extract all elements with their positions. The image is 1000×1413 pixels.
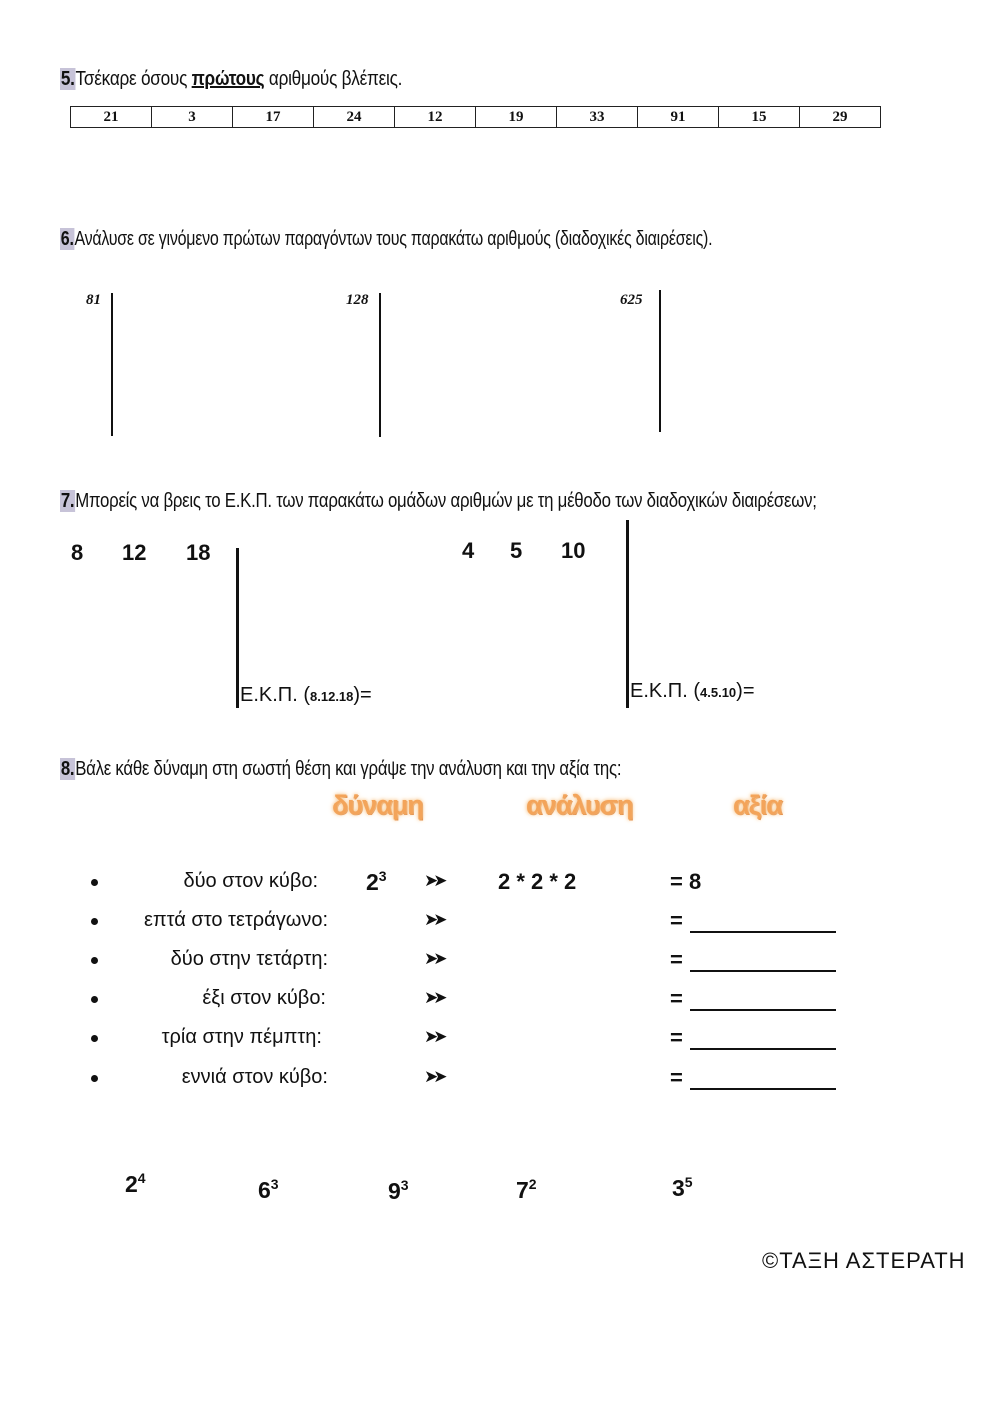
power-base: 2 [366, 869, 379, 895]
row-label: έξι στον κύβο: [202, 987, 326, 1009]
power-base: 9 [388, 1178, 401, 1204]
q5-number: 5. [60, 68, 75, 90]
arrow-icon: ➤➤ [424, 910, 443, 929]
q7-number: 7. [60, 490, 75, 512]
power-exponent: 4 [137, 1170, 146, 1186]
prime-cell[interactable]: 21 [71, 107, 152, 128]
q8-text: Βάλε κάθε δύναμη στη σωστή θέση και γράψε την ανάλυση και την αξία της: [75, 758, 622, 780]
prime-cell[interactable]: 33 [557, 107, 638, 128]
power-token[interactable] [672, 1174, 693, 1202]
power-exponent: 3 [378, 868, 387, 884]
lcm-args: 4.5.10 [700, 685, 737, 700]
lcm-group2-number: 10 [561, 538, 586, 563]
power-exponent: 3 [400, 1177, 409, 1193]
power-token[interactable] [125, 1170, 146, 1198]
answer-blank[interactable] [690, 1009, 836, 1011]
lcm-args: 8.12.18 [310, 689, 354, 704]
power-exponent: 2 [528, 1176, 537, 1192]
prime-cell[interactable]: 15 [719, 107, 800, 128]
arrow-icon: ➤➤ [424, 1067, 443, 1086]
prime-cell[interactable]: 24 [314, 107, 395, 128]
lcm-result-1 [240, 684, 372, 707]
lcm-suffix: )= [353, 684, 372, 706]
row-label: επτά στο τετράγωνο: [143, 909, 328, 931]
primes-table [70, 106, 881, 128]
lcm-group1-number: 18 [186, 540, 211, 565]
prime-cell[interactable]: 12 [395, 107, 476, 128]
lcm-prefix: Ε.Κ.Π. ( [630, 680, 701, 702]
row-label: δύο στον κύβο: [183, 870, 318, 892]
header-value: αξία [733, 790, 782, 820]
power-base: 3 [672, 1175, 685, 1201]
row-value: = [670, 947, 683, 972]
lcm-group2-number: 5 [510, 538, 523, 563]
arrow-icon: ➤➤ [424, 988, 443, 1007]
q6-title [60, 228, 712, 251]
header-power: δύναμη [332, 790, 423, 820]
lcm-prefix: Ε.Κ.Π. ( [240, 684, 311, 706]
copyright: ©ΤΑΞΗ ΑΣΤΕΡΑΤΗ [762, 1248, 966, 1273]
lcm-suffix: )= [736, 680, 755, 702]
power-token[interactable] [388, 1177, 409, 1205]
arrow-icon: ➤➤ [424, 1027, 443, 1046]
lcm-group1-number: 8 [71, 540, 84, 565]
row-label: τρία στην πέμπτη: [161, 1026, 322, 1048]
division-line [236, 548, 239, 708]
power-base: 2 [125, 1171, 138, 1197]
q5-text-after: αριθμούς βλέπεις. [264, 68, 403, 90]
prime-cell[interactable]: 91 [638, 107, 719, 128]
factor-number-81: 81 [86, 292, 101, 308]
answer-blank[interactable] [690, 931, 836, 933]
arrow-icon: ➤➤ [424, 949, 443, 968]
division-line [379, 293, 381, 437]
row-power [366, 868, 387, 896]
primes-row [71, 107, 881, 128]
q7-title [60, 490, 817, 513]
division-line [626, 520, 629, 708]
power-token[interactable] [516, 1176, 537, 1204]
header-analysis: ανάλυση [526, 790, 633, 820]
power-token[interactable] [258, 1176, 279, 1204]
power-base: 6 [258, 1177, 271, 1203]
row-value: = [670, 908, 683, 933]
lcm-group1-number: 12 [122, 540, 147, 565]
row-value: = 8 [670, 869, 702, 894]
answer-blank[interactable] [690, 1048, 836, 1050]
factor-number-128: 128 [346, 292, 369, 308]
q7-text: Μπορείς να βρεις το Ε.Κ.Π. των παρακάτω ομάδων αριθμών με τη μέθοδο των διαδοχικών διαιρέσεων; [75, 490, 817, 512]
row-label: δύο στην τετάρτη: [170, 948, 328, 970]
prime-cell[interactable]: 3 [152, 107, 233, 128]
q6-text: Ανάλυσε σε γινόμενο πρώτων παραγόντων τους παρακάτω αριθμούς (διαδοχικές διαιρέσεις). [74, 228, 713, 250]
answer-blank[interactable] [690, 970, 836, 972]
power-exponent: 3 [270, 1176, 279, 1192]
row-label: εννιά στον κύβο: [181, 1066, 328, 1088]
prime-cell[interactable]: 19 [476, 107, 557, 128]
q5-text-before: Τσέκαρε όσους [75, 68, 192, 90]
q5-title [60, 68, 402, 91]
q8-title [60, 758, 621, 781]
lcm-result-2 [630, 680, 755, 703]
row-value: = [670, 1065, 683, 1090]
division-line [111, 293, 113, 436]
power-exponent: 5 [684, 1174, 693, 1190]
prime-cell[interactable]: 17 [233, 107, 314, 128]
power-base: 7 [516, 1177, 529, 1203]
q8-number: 8. [60, 758, 75, 780]
q6-number: 6. [60, 228, 74, 250]
row-value: = [670, 1025, 683, 1050]
division-line [659, 290, 661, 432]
prime-cell[interactable]: 29 [800, 107, 881, 128]
lcm-group2-number: 4 [462, 538, 475, 563]
row-value: = [670, 986, 683, 1011]
factor-number-625: 625 [620, 292, 643, 308]
row-analysis: 2 * 2 * 2 [498, 869, 577, 894]
q5-text-bold: πρώτους [191, 68, 265, 90]
answer-blank[interactable] [690, 1088, 836, 1090]
arrow-icon: ➤➤ [424, 871, 443, 890]
